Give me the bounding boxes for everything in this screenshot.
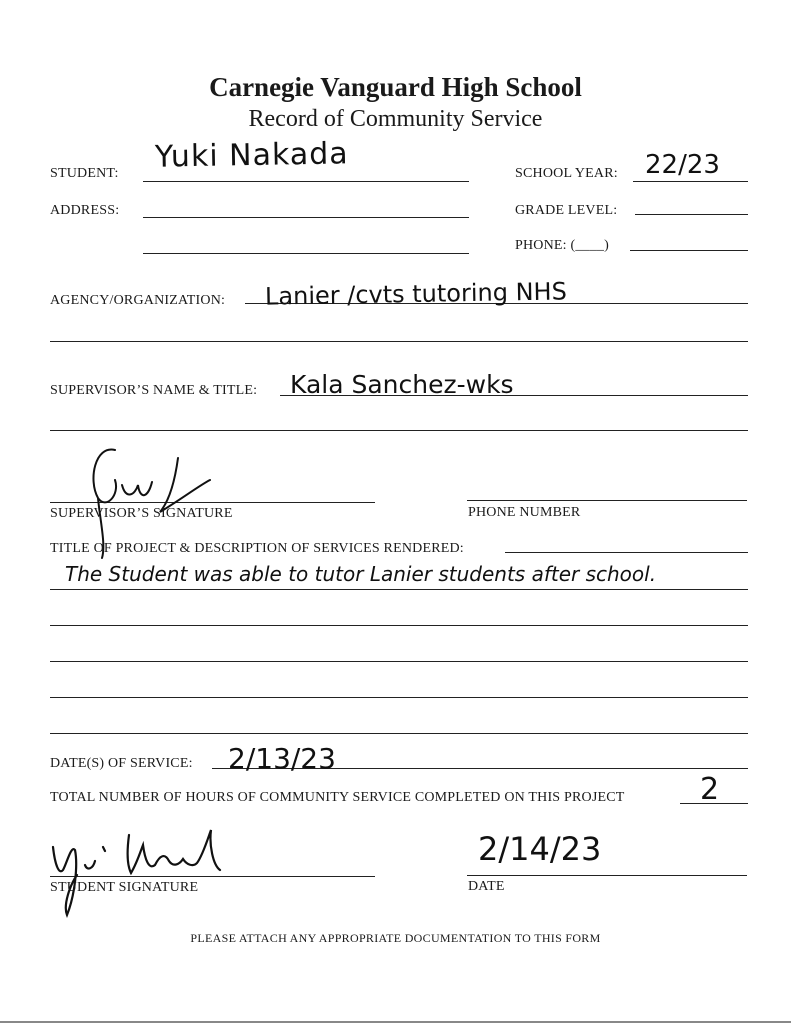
school-year-value[interactable]: 22/23	[645, 150, 720, 180]
total-hours-label: TOTAL NUMBER OF HOURS OF COMMUNITY SERVICE COMPLETED ON THIS PROJECT	[50, 790, 625, 805]
description-line-4[interactable]	[50, 697, 748, 698]
supervisor-phone-label: PHONE NUMBER	[468, 505, 581, 520]
agency-label: AGENCY/ORGANIZATION:	[50, 293, 226, 308]
address-line-1[interactable]	[143, 217, 469, 218]
school-year-line	[633, 181, 748, 182]
date-value[interactable]: 2/14/23	[478, 830, 602, 868]
phone-line[interactable]	[630, 250, 748, 251]
footer-note: PLEASE ATTACH ANY APPROPRIATE DOCUMENTATION TO THIS FORM	[190, 931, 601, 945]
date-line	[467, 875, 747, 876]
grade-level-label: GRADE LEVEL:	[515, 203, 618, 218]
student-signature-label: STUDENT SIGNATURE	[50, 880, 199, 895]
student-label: STUDENT:	[50, 166, 119, 181]
description-line-1	[50, 589, 748, 590]
address-label: ADDRESS:	[50, 203, 120, 218]
student-name-value[interactable]: Yuki Nakada	[154, 136, 349, 175]
dates-of-service-label: DATE(S) OF SERVICE:	[50, 756, 193, 771]
supervisor-name-line-2	[50, 430, 748, 431]
description-line-5[interactable]	[50, 733, 748, 734]
form-subtitle: Record of Community Service	[248, 106, 543, 132]
phone-label: PHONE: (____)	[515, 238, 609, 253]
supervisor-signature-label: SUPERVISOR’S SIGNATURE	[50, 506, 233, 521]
description-value[interactable]: The Student was able to tutor Lanier students after school.	[65, 562, 657, 586]
project-title-label: TITLE OF PROJECT & DESCRIPTION OF SERVICES RENDERED:	[50, 541, 464, 556]
dates-of-service-value[interactable]: 2/13/23	[228, 742, 336, 775]
supervisor-name-value[interactable]: Kala Sanchez-wks	[290, 370, 514, 399]
address-line-2[interactable]	[143, 253, 469, 254]
supervisor-name-label: SUPERVISOR’S NAME & TITLE:	[50, 383, 258, 398]
agency-value[interactable]: Lanier /cvts tutoring NHS	[264, 277, 568, 311]
supervisor-phone-line[interactable]	[467, 500, 747, 501]
agency-line-2	[50, 341, 748, 342]
form-title: Carnegie Vanguard High School	[209, 72, 582, 102]
student-signature-image	[45, 825, 245, 920]
bottom-rule	[0, 1021, 791, 1023]
grade-level-line[interactable]	[635, 214, 748, 215]
total-hours-value[interactable]: 2	[700, 772, 720, 807]
project-title-line	[505, 552, 748, 553]
description-line-3[interactable]	[50, 661, 748, 662]
school-year-label: SCHOOL YEAR:	[515, 166, 618, 181]
date-label: DATE	[468, 879, 505, 894]
description-line-2[interactable]	[50, 625, 748, 626]
student-line	[143, 181, 469, 182]
